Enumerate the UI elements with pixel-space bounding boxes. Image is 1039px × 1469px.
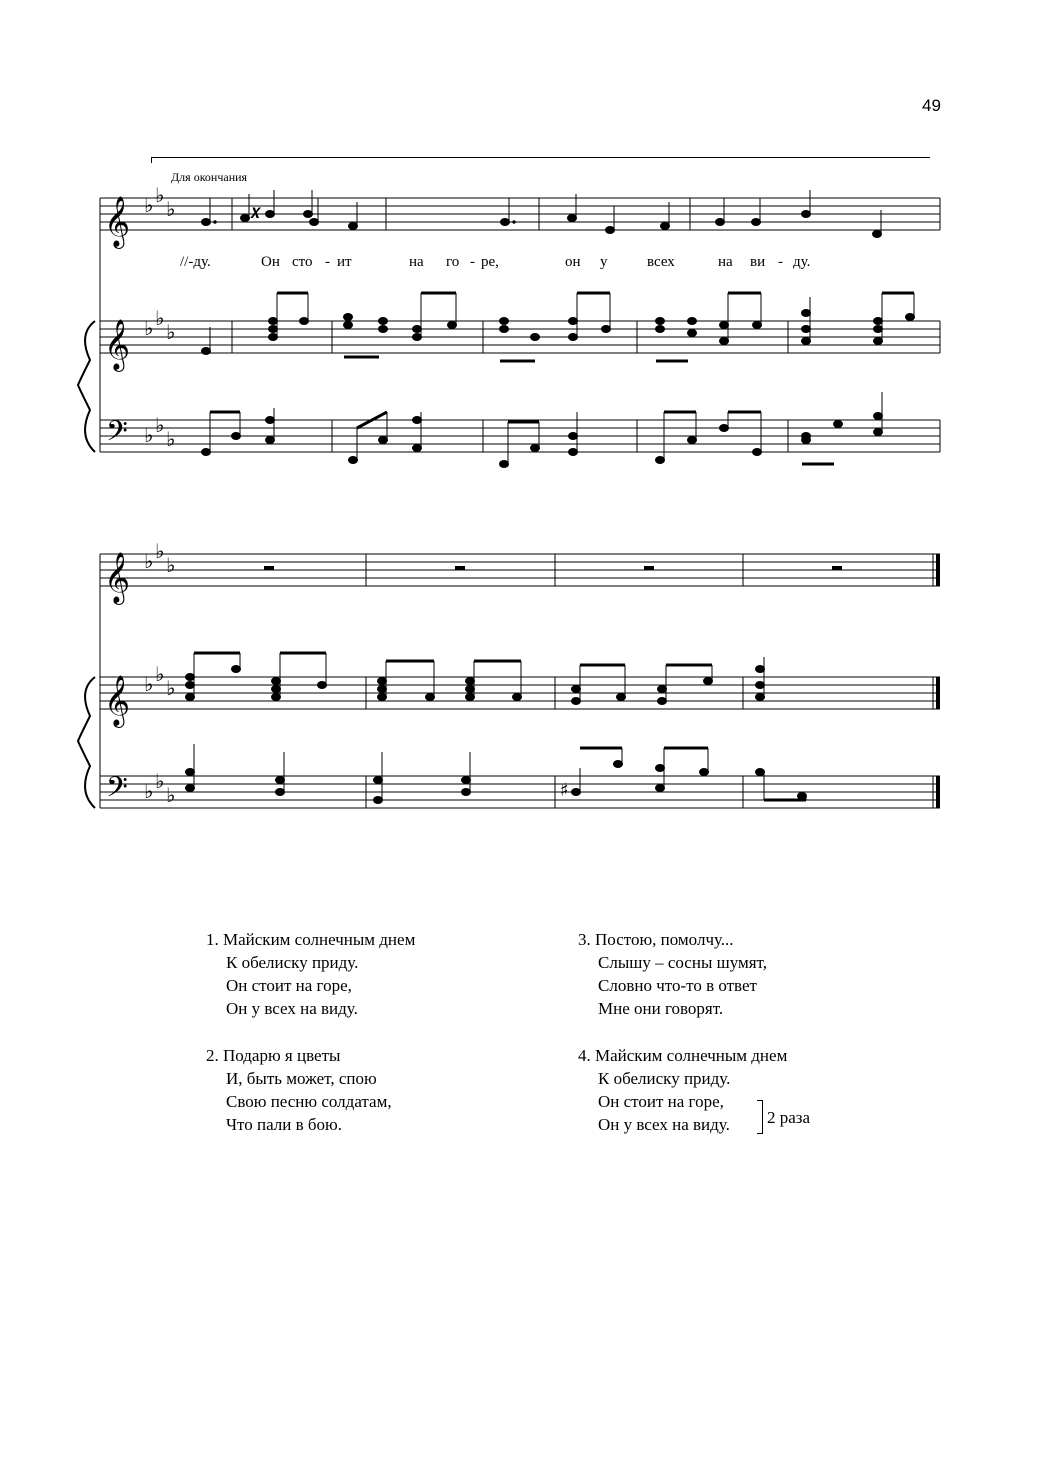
verse-line: Мне они говорят.	[598, 999, 724, 1018]
whole-rests	[264, 566, 842, 570]
lyric-syllable: -	[778, 254, 783, 270]
lyric-syllable: го	[446, 254, 460, 270]
page-number: 49	[922, 96, 941, 115]
flat-icon: ♭	[144, 779, 154, 803]
system-1	[78, 183, 940, 468]
treble-clef-icon: 𝄞	[104, 196, 131, 247]
lyric-syllable: ду.	[793, 254, 811, 270]
flat-icon: ♭	[144, 423, 154, 447]
verse-line: К обелиску приду.	[598, 1069, 731, 1088]
flat-icon: ♭	[155, 769, 165, 793]
verse-line: Слышу – сосны шумят,	[598, 953, 767, 972]
flat-icon: ♭	[155, 306, 165, 330]
verse-number: 2.	[206, 1046, 219, 1065]
flat-icon: ♭	[155, 413, 165, 437]
lyric-syllable: Он	[261, 254, 280, 270]
lyric-syllable: на	[409, 254, 424, 270]
vocal-staff	[100, 539, 940, 605]
treble-clef-icon: 𝄞	[104, 675, 131, 726]
verse-number: 3.	[578, 930, 591, 949]
verse-line: Что пали в бою.	[226, 1115, 343, 1134]
flat-icon: ♭	[144, 549, 154, 573]
verse-line: Он стоит на горе,	[598, 1092, 724, 1111]
lyric-syllable: у	[600, 254, 608, 270]
piano-treble-staff	[100, 293, 940, 372]
lyric-syllable: всех	[647, 254, 675, 270]
flat-icon: ♭	[166, 320, 176, 344]
lyric-syllable: сто	[292, 254, 313, 270]
lyric-syllable: ит	[337, 254, 352, 270]
lyric-syllable: -	[470, 254, 475, 270]
repeat-bracket	[757, 1100, 763, 1134]
verse-3	[578, 928, 767, 1020]
verse-line: Он у всех на виду.	[598, 1115, 730, 1134]
bass-clef-icon: 𝄢	[106, 415, 128, 455]
verse-line: Подарю я цветы	[223, 1046, 341, 1065]
flat-icon: ♭	[166, 553, 176, 577]
sharp-icon: ♯	[560, 780, 569, 801]
verse-number: 4.	[578, 1046, 591, 1065]
verse-line: Свою песню солдатам,	[226, 1092, 392, 1111]
verse-line: Майским солнечным днем	[223, 930, 416, 949]
volta-label: Для окончания	[171, 170, 248, 184]
flat-icon: ♭	[155, 662, 165, 686]
piano-treble-notes	[186, 653, 765, 705]
repeat-note: 2 раза	[767, 1108, 811, 1127]
lyric-syllable: ре,	[481, 254, 499, 270]
verse-line: Словно что-то в ответ	[598, 976, 757, 995]
flat-icon: ♭	[144, 316, 154, 340]
verse-line: Постою, помолчу...	[595, 930, 734, 949]
flat-icon: ♭	[155, 539, 165, 563]
piano-bass-staff	[100, 744, 940, 811]
verse-line: Он стоит на горе,	[226, 976, 352, 995]
lyric-syllable: на	[718, 254, 733, 270]
flat-icon: ♭	[144, 672, 154, 696]
treble-clef-icon: 𝄞	[104, 552, 131, 603]
verse-line: И, быть может, спою	[226, 1069, 377, 1088]
flat-icon: ♭	[166, 676, 176, 700]
lyric-syllable: он	[565, 254, 581, 270]
piano-bass-staff	[100, 392, 940, 468]
verse-number: 1.	[206, 930, 219, 949]
bass-clef-icon: 𝄢	[106, 771, 128, 811]
svg-text:𝑿: 𝑿	[250, 206, 261, 222]
piano-bass-notes	[202, 392, 883, 468]
lyric-syllable: -	[325, 254, 330, 270]
brace-icon	[78, 321, 95, 452]
brace-icon	[78, 677, 95, 808]
piano-treble-staff	[100, 653, 940, 728]
lyric-syllable: ви	[750, 254, 766, 270]
flat-icon: ♭	[166, 427, 176, 451]
piano-treble-notes	[202, 293, 915, 361]
lyrics-line	[180, 254, 810, 270]
vocal-staff	[100, 183, 940, 249]
flat-icon: ♭	[166, 783, 176, 807]
verse-line: К обелиску приду.	[226, 953, 359, 972]
verse-2	[206, 1044, 392, 1136]
verse-1	[206, 928, 415, 1020]
treble-clef-icon: 𝄞	[104, 319, 131, 370]
lyric-syllable: //-ду.	[180, 254, 211, 270]
verse-line: Он у всех на виду.	[226, 999, 358, 1018]
piano-bass-notes	[186, 744, 807, 804]
flat-icon: ♭	[155, 183, 165, 207]
verse-4	[578, 1044, 787, 1136]
system-2	[78, 539, 940, 811]
verse-line: Майским солнечным днем	[595, 1046, 788, 1065]
flat-icon: ♭	[144, 193, 154, 217]
flat-icon: ♭	[166, 197, 176, 221]
